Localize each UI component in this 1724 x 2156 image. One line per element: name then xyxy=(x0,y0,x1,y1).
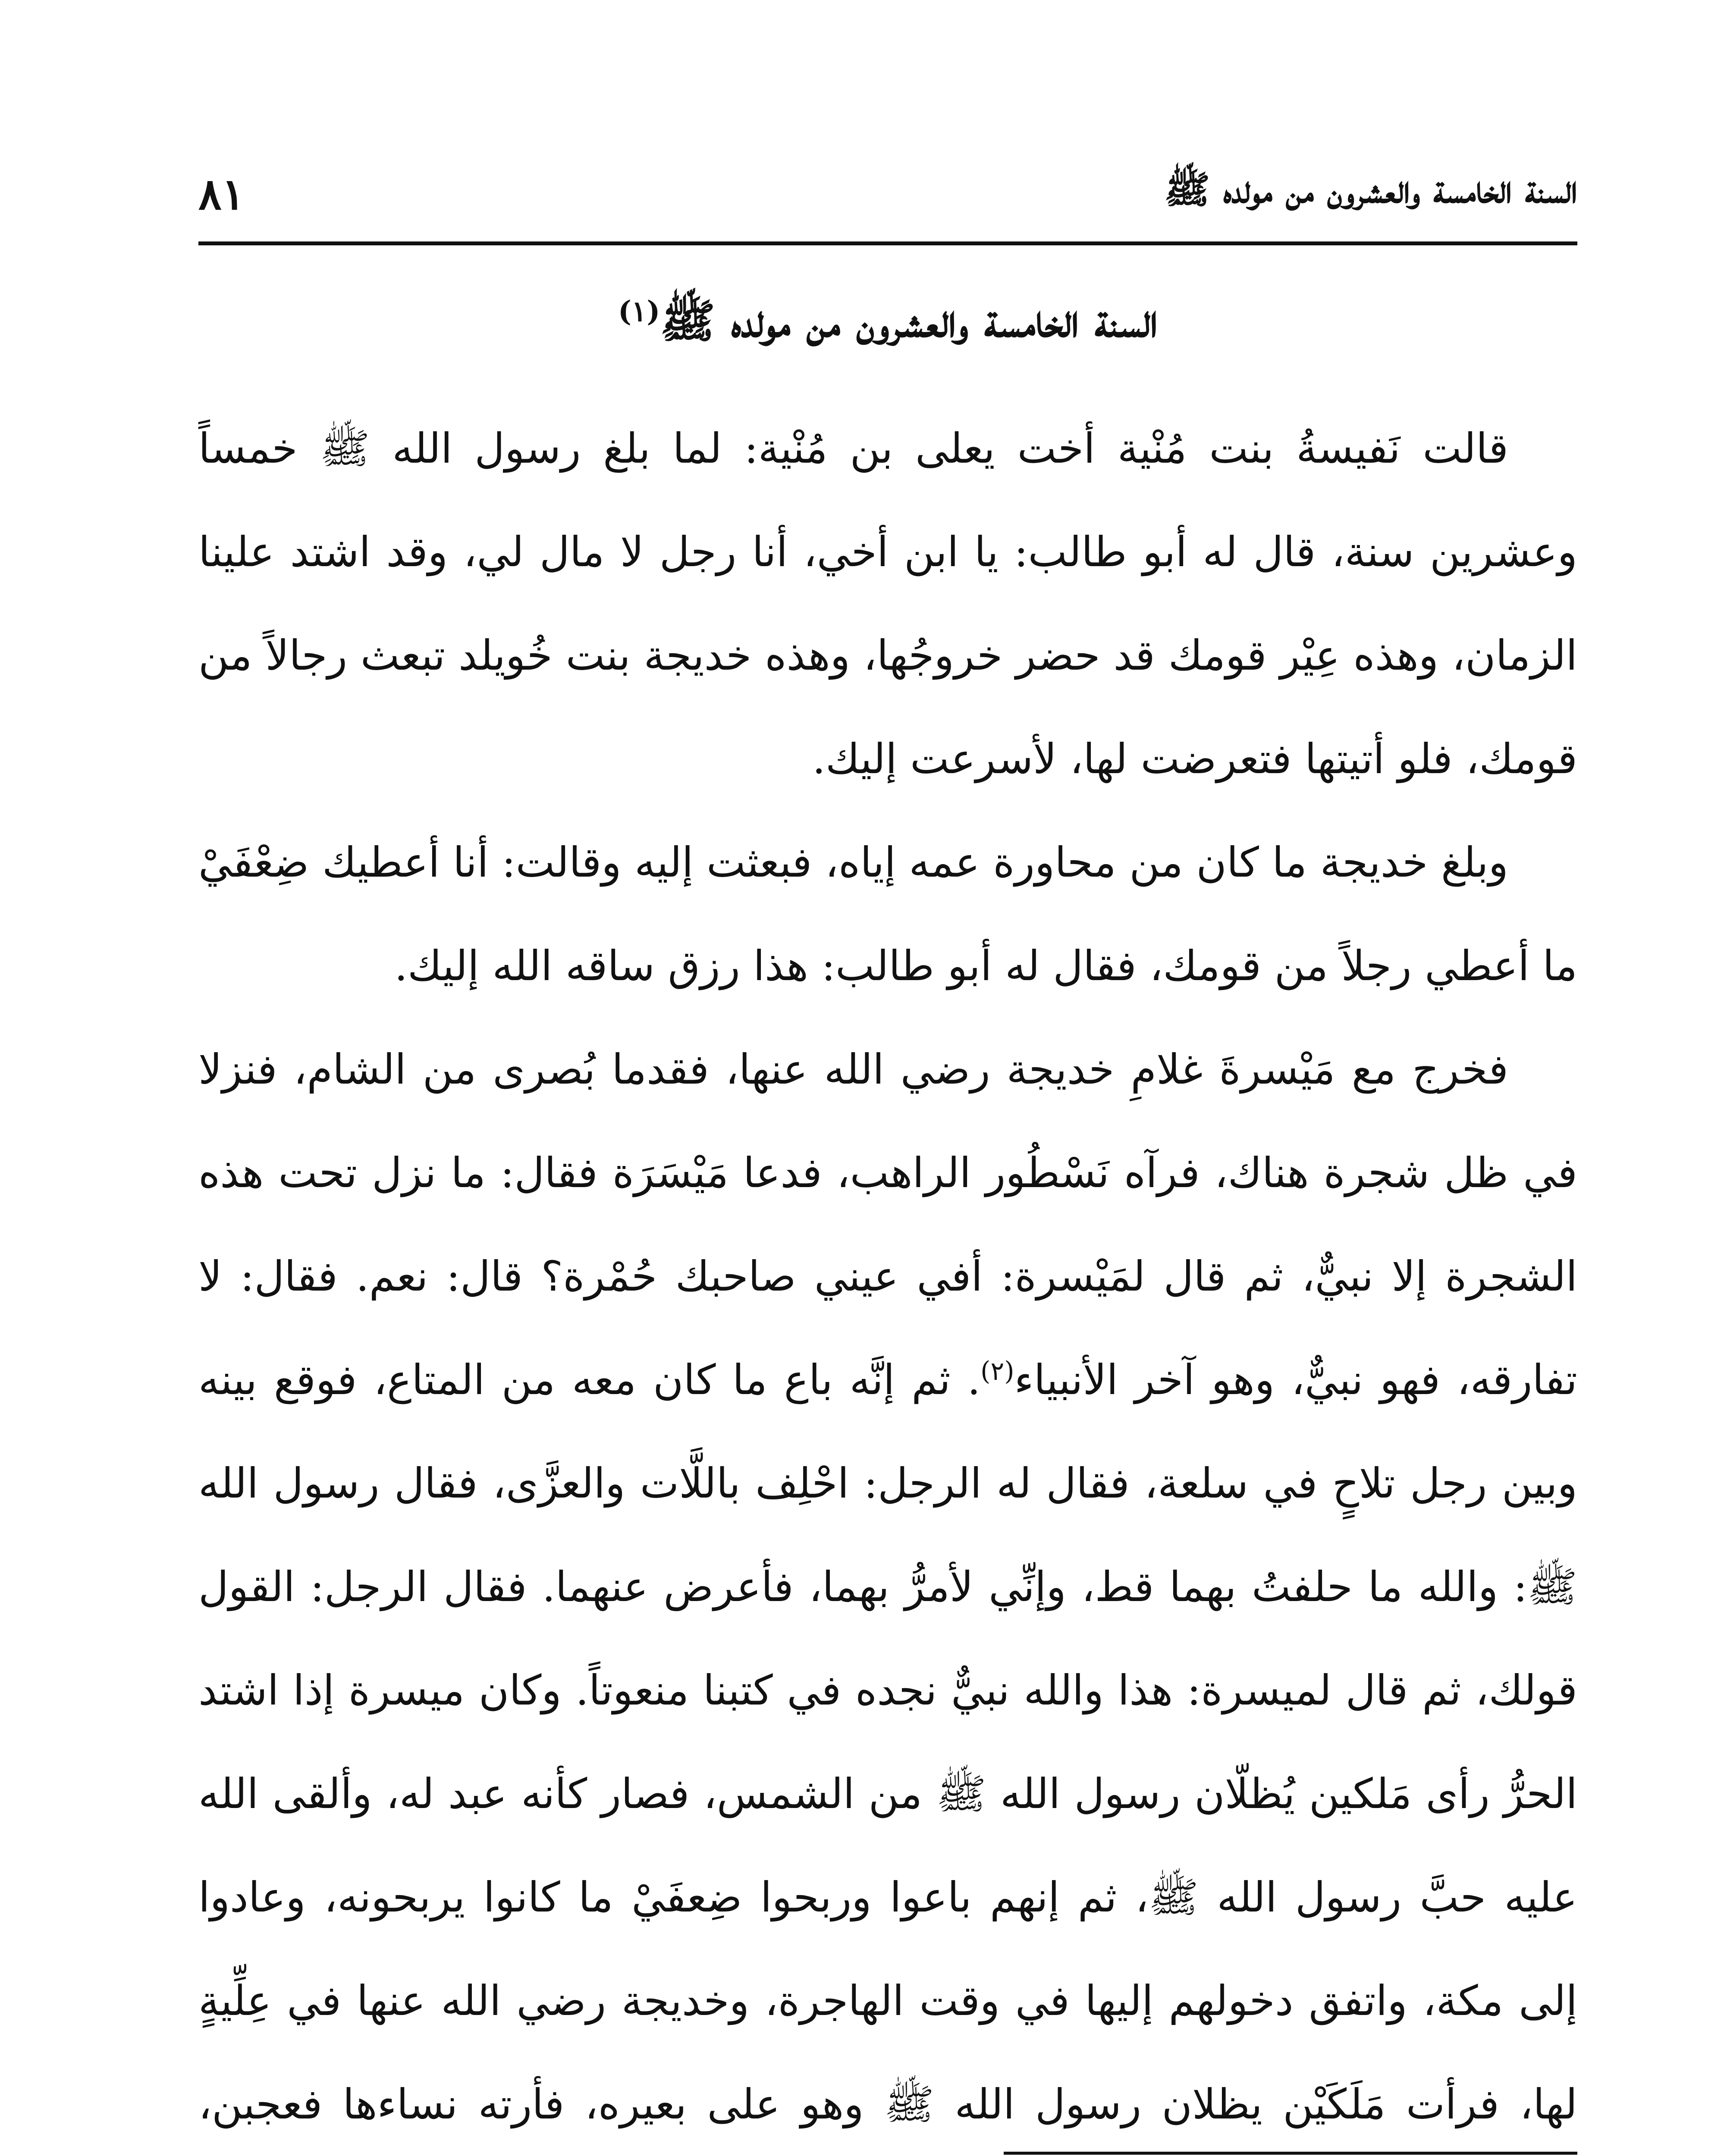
footnote-ref-1: (١) xyxy=(618,295,660,328)
chapter-title-text: السنة الخامسة والعشرون من مولده ﷺ xyxy=(660,294,1158,348)
paragraph-3-part-1: فخرج مع مَيْسرةَ غلامِ خديجة رضي الله عنها، فقدما بُصرى من الشام، فنزلا في ظل شجرة هناك، فرآه نَسْطُور الراهب، فدعا مَيْسَرَة فقال: ما نزل تحت هذه الشجرة إلا نبيٌّ، ثم قال لمَيْسرة: أفي عيني صاحبك حُمْرة؟ قال: نعم. فقال: لا تفارقه، فهو نبيٌّ، وهو آخر الأنبياء xyxy=(198,1045,1578,1404)
running-header xyxy=(198,160,1577,229)
paragraph-1: قالت نَفيسةُ بنت مُنْية أخت يعلى بن مُنْية: لما بلغ رسول الله ﷺ خمساً وعشرين سنة، قال له أبو طالب: يا ابن أخي، أنا رجل لا مال لي، وقد اشتد علينا الزمان، وهذه عِيْر قومك قد حضر خروجُها، وهذه خديجة بنت خُويلد تبعث رجالاً من قومك، فلو أتيتها فتعرضت لها، لأسرعت إليك. xyxy=(198,424,1577,783)
paragraph-3 xyxy=(198,1018,1577,2156)
body-text xyxy=(198,397,1577,2156)
footnote-rule xyxy=(1004,2152,1577,2155)
header-rule xyxy=(198,241,1577,245)
footnote-ref-2: (٢) xyxy=(980,1357,1014,1386)
page-number: ٨١ xyxy=(198,169,245,219)
paragraph-2: وبلغ خديجة ما كان من محاورة عمه إياه، فبعثت إليه وقالت: أنا أعطيك ضِعْفَيْ ما أعطي رجلاً من قومك، فقال له أبو طالب: هذا رزق ساقه الله إليك. xyxy=(198,838,1577,990)
paragraph-3-part-2: . ثم إنَّه باع ما كان معه من المتاع، فوقع بينه وبين رجل تلاحٍ في سلعة، فقال له الرجل: احْلِف باللَّات والعزَّى، فقال رسول الله ﷺ: والله ما حلفتُ بهما قط، وإنِّي لأمرُّ بهما، فأعرض عنهما. فقال الرجل: القول قولك، ثم قال لميسرة: هذا والله نبيٌّ نجده في كتبنا منعوتاً. وكان ميسرة إذا اشتد الحرُّ رأى مَلكين يُظلّان رسول الله ﷺ من الشمس، فصار كأنه عبد له، وألقى الله عليه حبَّ رسول الله ﷺ، ثم إنهم باعوا وربحوا ضِعفَيْ ما كانوا يربحونه، وعادوا إلى مكة، واتفق دخولهم إليها في وقت الهاجرة، وخديجة رضي الله عنها في عِلِّيةٍ لها، فرأت مَلَكَيْن يظلان رسول الله ﷺ وهو على بعيره، فأرته نساءها فعجبن، xyxy=(198,1356,1578,2128)
running-title: السنة الخامسة والعشرون من مولده ﷺ xyxy=(1164,166,1577,212)
chapter-title xyxy=(198,293,1577,348)
